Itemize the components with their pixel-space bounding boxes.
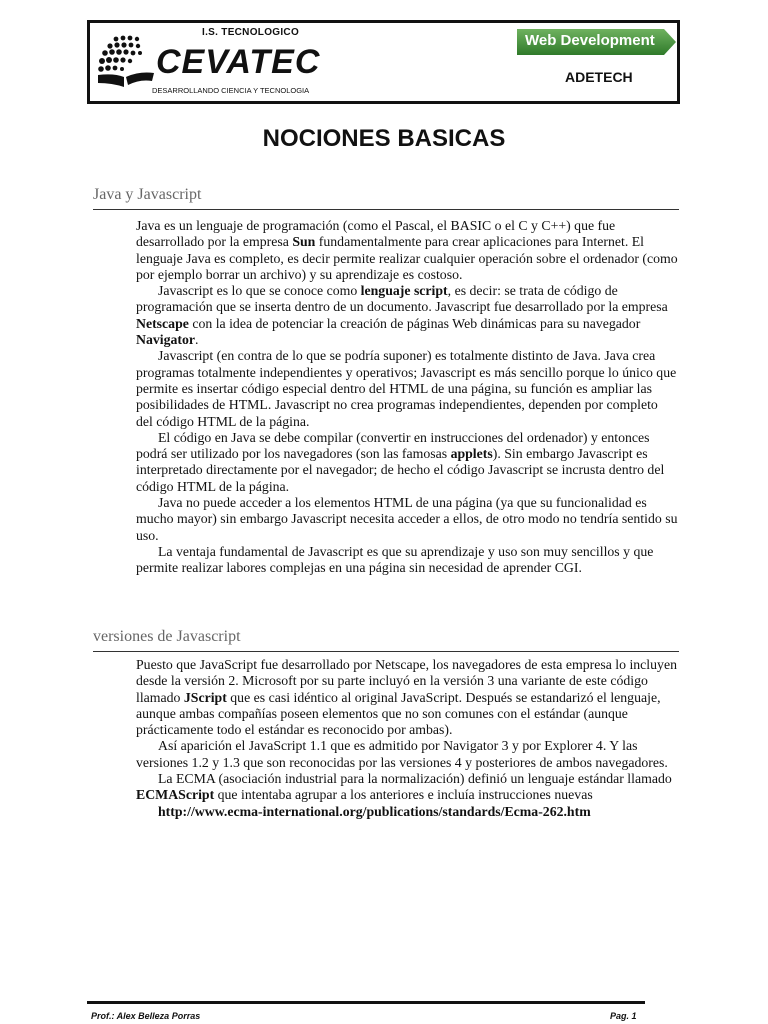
text-run: Java es un lenguaje de programación (como el Pascal, el BASIC o el C y C++) que fue desarrollado por la empresa — [136, 218, 616, 250]
text-run: Así aparición el JavaScript 1.1 que es admitido por Navigator 3 y por Explorer 4. Y las versiones 1.2 y 1.3 que son reconocidas por las versiones 4 y posteriores de ambos navegadores. — [136, 738, 668, 770]
text-run: que intentaba agrupar a los anteriores e incluía instrucciones nuevas — [214, 787, 593, 803]
paragraph — [136, 544, 678, 577]
globe-dots-icon — [94, 31, 156, 93]
text-run: La ECMA (asociación industrial para la normalización) definió un lenguaje estándar llamado — [158, 771, 672, 787]
bold-term: Netscape — [136, 315, 189, 331]
web-development-label: Web Development — [525, 32, 655, 49]
section-divider — [93, 651, 679, 652]
section-body-java — [136, 218, 678, 577]
text-run: fundamentalmente para crear aplicaciones para Internet. El lenguaje Java es completo, es decir permite realizar cualquier operación sobre el ordenador (como por ejemplo borrar un archivo) y su aprendizaje es costoso. — [136, 234, 678, 282]
section-divider — [93, 209, 679, 210]
paragraph — [136, 283, 678, 348]
paragraph — [136, 218, 678, 283]
page-number: Pag. 1 — [610, 1011, 637, 1021]
paragraph — [136, 430, 678, 495]
text-run: La ventaja fundamental de Javascript es que su aprendizaje y uso son muy sencillos y que permite realizar labores complejas en una página sin necesidad de aprender CGI. — [136, 543, 654, 576]
bold-term: Navigator — [136, 332, 196, 348]
institute-label: I.S. TECNOLOGICO — [202, 27, 300, 38]
paragraph — [136, 657, 678, 738]
section-title-java: Java y Javascript — [93, 186, 202, 203]
paragraph — [136, 348, 678, 429]
section-title-versions: versiones de Javascript — [93, 628, 241, 645]
paragraph — [136, 738, 678, 771]
text-run: Java no puede acceder a los elementos HTML de una página (ya que su funcionalidad es mucho mayor) sin embargo Javascript necesita acceder a ellos, de otro modo no tendría sentido su uso. — [136, 495, 678, 543]
text-run: ). Sin embargo Javascript es interpretado directamente por el navegador; de hecho el código Javascript se incrusta dentro del código HTML de la página. — [136, 446, 665, 494]
bold-term: applets — [450, 446, 493, 462]
footer-divider — [87, 1001, 645, 1004]
text-run: Javascript es lo que se conoce como — [158, 283, 361, 299]
text-run: El código en Java se debe compilar (convertir en instrucciones del ordenador) y entonces podrá ser utilizado por los navegadores (son las famosas — [136, 429, 650, 462]
text-run: Puesto que JavaScript fue desarrollado por Netscape, los navegadores de esta empresa lo incluyen desde la versión 2. Microsoft por su parte incluyó en la versión 3 una variante de este código llamado — [136, 657, 677, 705]
page-title: NOCIONES BASICAS — [262, 125, 506, 152]
bold-term: Sun — [292, 234, 316, 250]
text-run: http://www.ecma-international.org/publications/standards/Ecma-262.htm — [158, 803, 591, 819]
bold-term: JScript — [183, 689, 227, 705]
bold-term: lenguaje script — [360, 283, 448, 299]
text-run: . — [195, 332, 199, 348]
footer-author: Prof.: Alex Belleza Porras — [91, 1011, 201, 1021]
logo-tagline: DESARROLLANDO CIENCIA Y TECNOLOGIA — [152, 86, 310, 95]
text-run: con la idea de potenciar la creación de páginas Web dinámicas para su navegador — [188, 315, 641, 331]
section-body-versions — [136, 657, 678, 820]
header-box — [87, 20, 680, 104]
bold-term: ECMAScript — [136, 787, 215, 803]
text-run: , es decir: se trata de código de programación que se inserta dentro de un documento. Javascript fue desarrollado por la empresa — [136, 283, 668, 315]
logo-wordmark: CEVATEC — [156, 43, 321, 81]
paragraph — [136, 771, 678, 804]
reference-link[interactable] — [136, 804, 678, 820]
paragraph — [136, 495, 678, 544]
text-run: Javascript (en contra de lo que se podría suponer) es totalmente distinto de Java. Java crea programas totalmente independientes y operativos; Javascript es más sencillo porque lo único que permite es insertar código especial dentro del HTML de una página, su función es ampliar las posibilidades de HTML. Javascript no crea programas independientes, dependen por completo del código HTML de la página. — [136, 348, 677, 429]
brand-label: ADETECH — [565, 69, 633, 85]
text-run: que es casi idéntico al original JavaScript. Después se estandarizó el lenguaje, aunque ambas compañías poseen elementos que no son comunes con el estándar (aunque prácticamente todo el estándar es reconocido por ambas). — [136, 689, 661, 738]
